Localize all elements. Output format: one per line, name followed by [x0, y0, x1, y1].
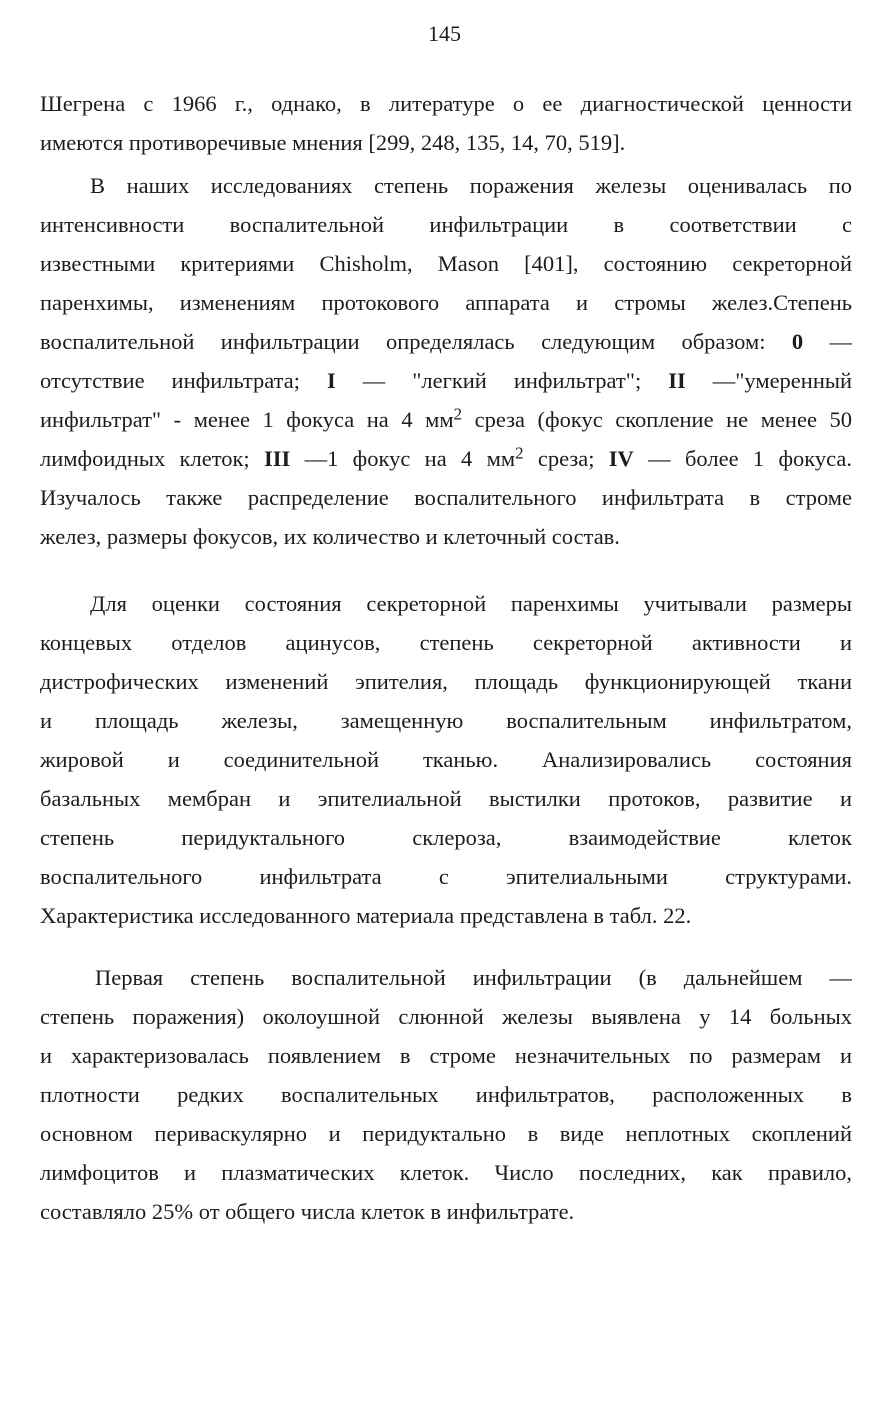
text-segment: воспалительной инфильтрации определялась следующим образом: [40, 329, 766, 354]
text-segment: —"умеренный [712, 368, 852, 393]
text-line: степень перидуктального склероза, взаимодействие клеток [40, 825, 852, 850]
text-line [40, 400, 852, 439]
grade-iv: IV [608, 446, 634, 471]
text-line: Для оценки состояния секреторной паренхимы учитывали размеры [90, 591, 852, 616]
text-line: жировой и соединительной тканью. Анализировались состояния [40, 747, 852, 772]
text-segment: отсутствие инфильтрата; [40, 368, 300, 393]
grade-iii: III [264, 446, 291, 471]
text-segment: лимфоидных клеток; [40, 446, 250, 471]
text-line: Характеристика исследованного материала представлена в табл. 22. [40, 903, 692, 928]
text-line: В наших исследованиях степень поражения железы оценивалась по [90, 173, 852, 198]
text-line: основном периваскулярно и перидуктально в виде неплотных скоплений [40, 1121, 852, 1146]
text-line: интенсивности воспалительной инфильтрации в соответствии с [40, 212, 852, 237]
text-line: концевых отделов ацинусов, степень секреторной активности и [40, 630, 852, 655]
paragraph-3 [40, 584, 852, 935]
text-line: желез, размеры фокусов, их количество и клеточный состав. [40, 524, 620, 549]
text-segment: среза (фокус скопление не менее 50 [462, 407, 852, 432]
superscript: 2 [453, 404, 463, 424]
text-segment: —1 фокус на 4 мм [304, 446, 516, 471]
text-line: базальных мембран и эпителиальной выстилки протоков, развитие и [40, 786, 852, 811]
text-line: воспалительной инфильтрации определялась следующим образом: 0 — [40, 329, 852, 354]
text-line: Изучалось также распределение воспалительного инфильтрата в строме [40, 485, 852, 510]
grade-i: I [326, 368, 336, 393]
paragraph-1 [40, 84, 852, 162]
text-line: Шегрена с 1966 г., однако, в литературе о ее диагностической ценности [40, 91, 852, 116]
text-line: лимфоцитов и плазматических клеток. Число последних, как правило, [40, 1160, 852, 1185]
text-segment: — "легкий инфильтрат"; [362, 368, 642, 393]
page-number: 145 [428, 21, 461, 46]
text-line: и площадь железы, замещенную воспалительным инфильтратом, [40, 708, 852, 733]
text-line: и характеризовалась появлением в строме незначительных по размерам и [40, 1043, 852, 1068]
paragraph-2 [40, 166, 852, 556]
text-segment: инфильтрат" - менее 1 фокуса на 4 мм [40, 407, 454, 432]
text-line: паренхимы, изменениям протокового аппарата и стромы желез.Степень [40, 290, 852, 315]
grade-0: 0 [791, 329, 804, 354]
text-line: Первая степень воспалительной инфильтрации (в дальнейшем — [95, 965, 852, 990]
grade-ii: II [668, 368, 686, 393]
paragraph-4 [40, 958, 852, 1231]
text-line: составляло 25% от общего числа клеток в инфильтрате. [40, 1199, 575, 1224]
text-line: плотности редких воспалительных инфильтратов, расположенных в [40, 1082, 852, 1107]
text-line [40, 361, 852, 400]
text-line: известными критериями Chisholm, Mason [401], состоянию секреторной [40, 251, 852, 276]
superscript: 2 [515, 443, 524, 463]
text-line: имеются противоречивые мнения [299, 248, 135, 14, 70, 519]. [40, 130, 626, 155]
text-segment: — более 1 фокуса. [648, 446, 852, 471]
text-line: дистрофических изменений эпителия, площадь функционирующей ткани [40, 669, 852, 694]
text-segment: среза; [523, 446, 595, 471]
text-line: воспалительного инфильтрата с эпителиальными структурами. [40, 864, 852, 889]
text-line [40, 439, 852, 478]
text-line: степень поражения) околоушной слюнной железы выявлена у 14 больных [40, 1004, 852, 1029]
